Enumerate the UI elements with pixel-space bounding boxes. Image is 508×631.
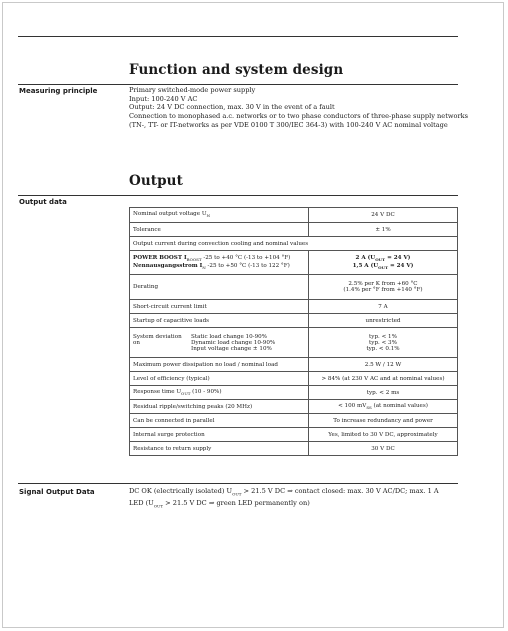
- table-cell: 2.5 W / 12 W: [309, 358, 458, 372]
- table-cell: ± 1%: [309, 223, 458, 237]
- table-cell: POWER BOOST $I_{BOOST}$ -25 to +40 °C (-13 to +104 °F) Nennausgangsstrom $I_N$ -25 to +50 °C (-13 to 122 °F): [130, 251, 309, 275]
- text-line: Connection to monophased a.c. networks or to two phase conductors of three-phase supply networks: [129, 112, 468, 121]
- table-row: [130, 414, 458, 428]
- section-rule: [18, 84, 458, 85]
- text-line: Output: 24 V DC connection, max. 30 V in the event of a fault: [129, 103, 335, 112]
- table-row: [130, 428, 458, 442]
- table-cell: 30 V DC: [309, 442, 458, 456]
- section-title-function: Function and system design: [129, 62, 344, 78]
- table-cell: typ. < 1% typ. < 3% typ. < 0.1%: [309, 328, 458, 358]
- table-cell: System deviation on Static load change 10-90% Dynamic load change 10-90% Input voltage change ± 10%: [130, 328, 309, 358]
- table-cell: Can be connected in parallel: [130, 414, 309, 428]
- table-row: [130, 275, 458, 300]
- table-cell: Derating: [130, 275, 309, 300]
- table-row: [130, 223, 458, 237]
- output-data-table: [129, 207, 458, 456]
- table-cell: Resistance to return supply: [130, 442, 309, 456]
- table-cell: typ. < 2 ms: [309, 386, 458, 400]
- table-row: [130, 300, 458, 314]
- section-rule: [18, 195, 458, 196]
- table-cell: 2.5% per K from +60 °C (1.4% per °F from +140 °F): [309, 275, 458, 300]
- section-title-output: Output: [129, 173, 183, 189]
- signal-output-label: Signal Output Data: [19, 488, 95, 496]
- table-cell: 2 A ($U_{OUT} = 24$ V) 1,5 A ($U_{OUT} = 24$ V): [309, 251, 458, 275]
- text-line: (TN-, TT- or IT-networks as per VDE 0100 T 300/IEC 364-3) with 100-240 V AC nominal voltage: [129, 120, 448, 129]
- table-row: [130, 358, 458, 372]
- table-cell: Level of efficiency (typical): [130, 372, 309, 386]
- table-cell: < 100 $mV_{SS}$ (at nominal values): [309, 400, 458, 414]
- table-cell: Residual ripple/switching peaks (20 MHz): [130, 400, 309, 414]
- table-cell: Startup of capacitive loads: [130, 314, 309, 328]
- measuring-principle-label: Measuring principle: [19, 87, 98, 95]
- table-row: [130, 208, 458, 223]
- table-cell: Response time $U_{OUT}$ (10 - 90%): [130, 386, 309, 400]
- table-cell: Internal surge protection: [130, 428, 309, 442]
- section-rule: [18, 483, 458, 484]
- table-cell: 7 A: [309, 300, 458, 314]
- table-row: [130, 314, 458, 328]
- measuring-principle-text: [129, 86, 469, 130]
- table-cell: Yes, limited to 30 V DC, approximately: [309, 428, 458, 442]
- table-cell: Tolerance: [130, 223, 309, 237]
- table-cell: Maximum power dissipation no load / nominal load: [130, 358, 309, 372]
- table-cell: Short-circuit current limit: [130, 300, 309, 314]
- table-row: [130, 237, 458, 251]
- signal-output-text: DC OK (electrically isolated) $U_{OUT} > 21.5$ V DC ⇒ contact closed: max. 30 V AC/DC; max. 1 A LED ($U_{OUT} > 21.5$ V DC ⇒ green LED permanently on): [129, 487, 439, 509]
- table-cell: Nominal output voltage $U_N$: [130, 208, 309, 223]
- table-row: [130, 372, 458, 386]
- table-cell: unrestricted: [309, 314, 458, 328]
- table-row: [130, 442, 458, 456]
- table-row: [130, 251, 458, 275]
- table-cell: 24 V DC: [309, 208, 458, 223]
- table-cell: Output current during convection cooling and nominal values: [130, 237, 458, 251]
- text-line: Primary switched-mode power supply: [129, 86, 256, 94]
- output-data-label: Output data: [19, 198, 67, 206]
- top-rule: [18, 36, 458, 37]
- table-row: [130, 386, 458, 400]
- table-cell: > 84% (at 230 V AC and at nominal values): [309, 372, 458, 386]
- table-cell: To increase redundancy and power: [309, 414, 458, 428]
- table-row: [130, 400, 458, 414]
- table-row: [130, 328, 458, 358]
- text-line: Input: 100-240 V AC: [129, 94, 198, 103]
